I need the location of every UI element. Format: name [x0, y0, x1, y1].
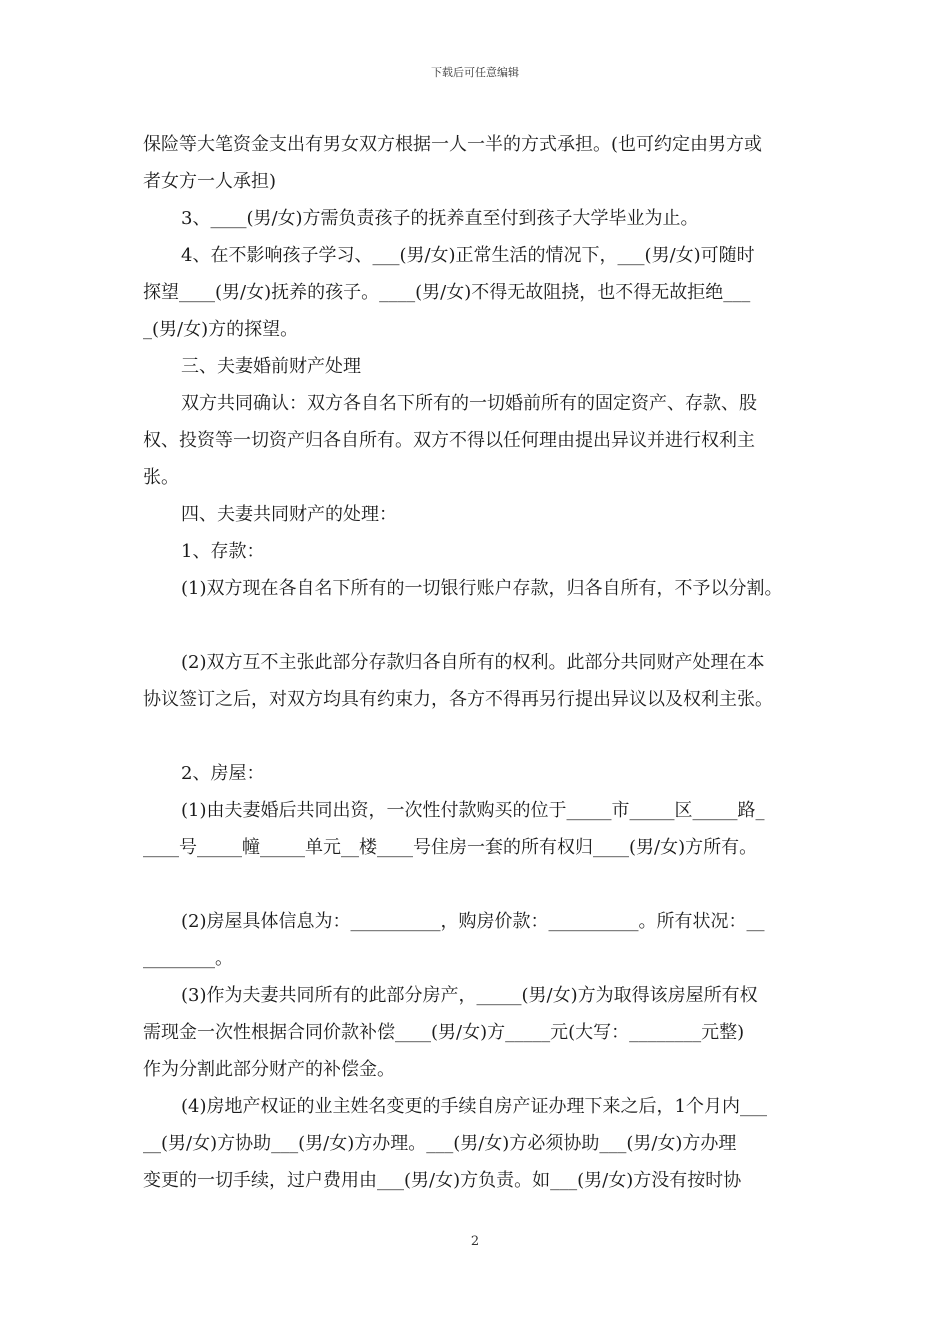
text-line: ________。	[143, 948, 233, 969]
text-line: 变更的一切手续，过户费用由___(男/女)方负责。如___(男/女)方没有按时协	[143, 1170, 742, 1191]
text-line: (4)房地产权证的业主姓名变更的手续自房产证办理下来之后，1个月内___	[181, 1096, 767, 1117]
text-line: 双方共同确认：双方各自名下所有的一切婚前所有的固定资产、存款、股	[181, 393, 757, 414]
text-line: (1)双方现在各自名下所有的一切银行账户存款，归各自所有，不予以分割。	[181, 578, 783, 599]
page-header-note: 下载后可任意编辑	[431, 66, 519, 79]
text-line: 保险等大笔资金支出有男女双方根据一人一半的方式承担。(也可约定由男方或	[143, 134, 763, 155]
subsection-heading: 1、存款：	[181, 541, 265, 562]
text-line: (2)双方互不主张此部分存款归各自所有的权利。此部分共同财产处理在本	[181, 652, 765, 673]
text-line: (1)由夫妻婚后共同出资，一次性付款购买的位于_____市_____区_____路_	[181, 800, 765, 821]
subsection-heading: 2、房屋：	[181, 763, 265, 784]
text-line: (2)房屋具体信息为：__________，购房价款：__________。所有状况：__	[181, 911, 765, 932]
text-line: 需现金一次性根据合同价款补偿____(男/女)方_____元(大写：________元整)	[143, 1022, 745, 1043]
document-body	[143, 126, 815, 1199]
page-number: 2	[470, 1234, 480, 1249]
text-line: 4、在不影响孩子学习、___(男/女)正常生活的情况下，___(男/女)可随时	[181, 245, 755, 266]
text-line: 者女方一人承担)	[143, 171, 277, 192]
text-line: 协议签订之后，对双方均具有约束力，各方不得再另行提出异议以及权利主张。	[143, 689, 773, 710]
text-line: 探望____(男/女)抚养的孩子。____(男/女)不得无故阻挠，也不得无故拒绝___	[143, 282, 751, 303]
text-line: 权、投资等一切资产归各自所有。双方不得以任何理由提出异议并进行权利主	[143, 430, 755, 451]
text-line: _(男/女)方的探望。	[143, 319, 299, 340]
text-line: __(男/女)方协助___(男/女)方办理。___(男/女)方必须协助___(男/女)方办理	[143, 1133, 737, 1154]
section-heading: 三、夫妻婚前财产处理	[181, 356, 361, 377]
text-line: 作为分割此部分财产的补偿金。	[143, 1059, 395, 1080]
text-line: 张。	[143, 467, 179, 488]
section-heading: 四、夫妻共同财产的处理：	[181, 504, 397, 525]
text-line: 3、____(男/女)方需负责孩子的抚养直至付到孩子大学毕业为止。	[181, 208, 699, 229]
text-line: ____号_____幢_____单元__楼____号住房一套的所有权归____(男/女)方所有。	[143, 837, 758, 858]
text-line: (3)作为夫妻共同所有的此部分房产，_____(男/女)方为取得该房屋所有权	[181, 985, 758, 1006]
